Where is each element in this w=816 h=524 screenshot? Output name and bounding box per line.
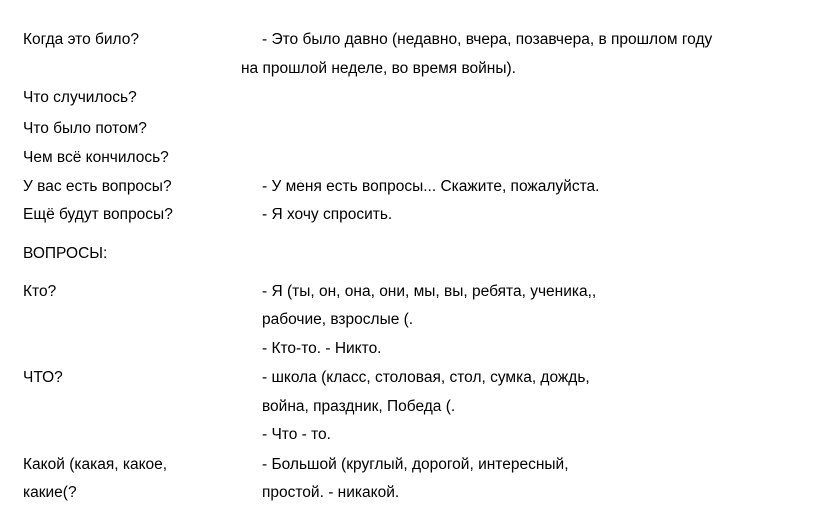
question-have-questions: У вас есть вопросы?: [23, 178, 172, 195]
question-who: Кто?: [23, 283, 57, 300]
answer-what-line3: - Что - то.: [262, 426, 331, 443]
answer-have-questions: - У меня есть вопросы... Скажите, пожалуйста.: [262, 178, 600, 195]
question-what-next: Что было потом?: [23, 120, 147, 137]
answer-what-line1: - школа (класс, столовая, стол, сумка, дождь,: [262, 369, 590, 386]
question-which-line2: какие(?: [23, 484, 77, 501]
answer-who-line3: - Кто-то. - Никто.: [262, 340, 382, 357]
answer-who-line2: рабочие, взрослые (.: [262, 311, 414, 328]
section-heading-questions: ВОПРОСЫ:: [23, 245, 108, 262]
question-how-ended: Чем всё кончилось?: [23, 149, 169, 166]
answer-who-line1: - Я (ты, он, она, они, мы, вы, ребята, ученика,,: [262, 283, 597, 300]
answer-what-line2: война, праздник, Победа (.: [262, 398, 456, 415]
question-what: ЧТО?: [23, 369, 63, 386]
answer-when-line2: на прошлой неделе, во время войны).: [241, 60, 516, 77]
answer-which-line1: - Большой (круглый, дорогой, интересный,: [262, 456, 569, 473]
answer-which-line2: простой. - никакой.: [262, 484, 400, 501]
question-what-happened: Что случилось?: [23, 89, 137, 106]
answer-more-questions: - Я хочу спросить.: [262, 206, 393, 223]
question-when: Когда это било?: [23, 31, 139, 48]
question-more-questions: Ещё будут вопросы?: [23, 206, 173, 223]
answer-when-line1: - Это было давно (недавно, вчера, позавчера, в прошлом году: [262, 31, 713, 48]
question-which-line1: Какой (какая, какое,: [23, 456, 168, 473]
